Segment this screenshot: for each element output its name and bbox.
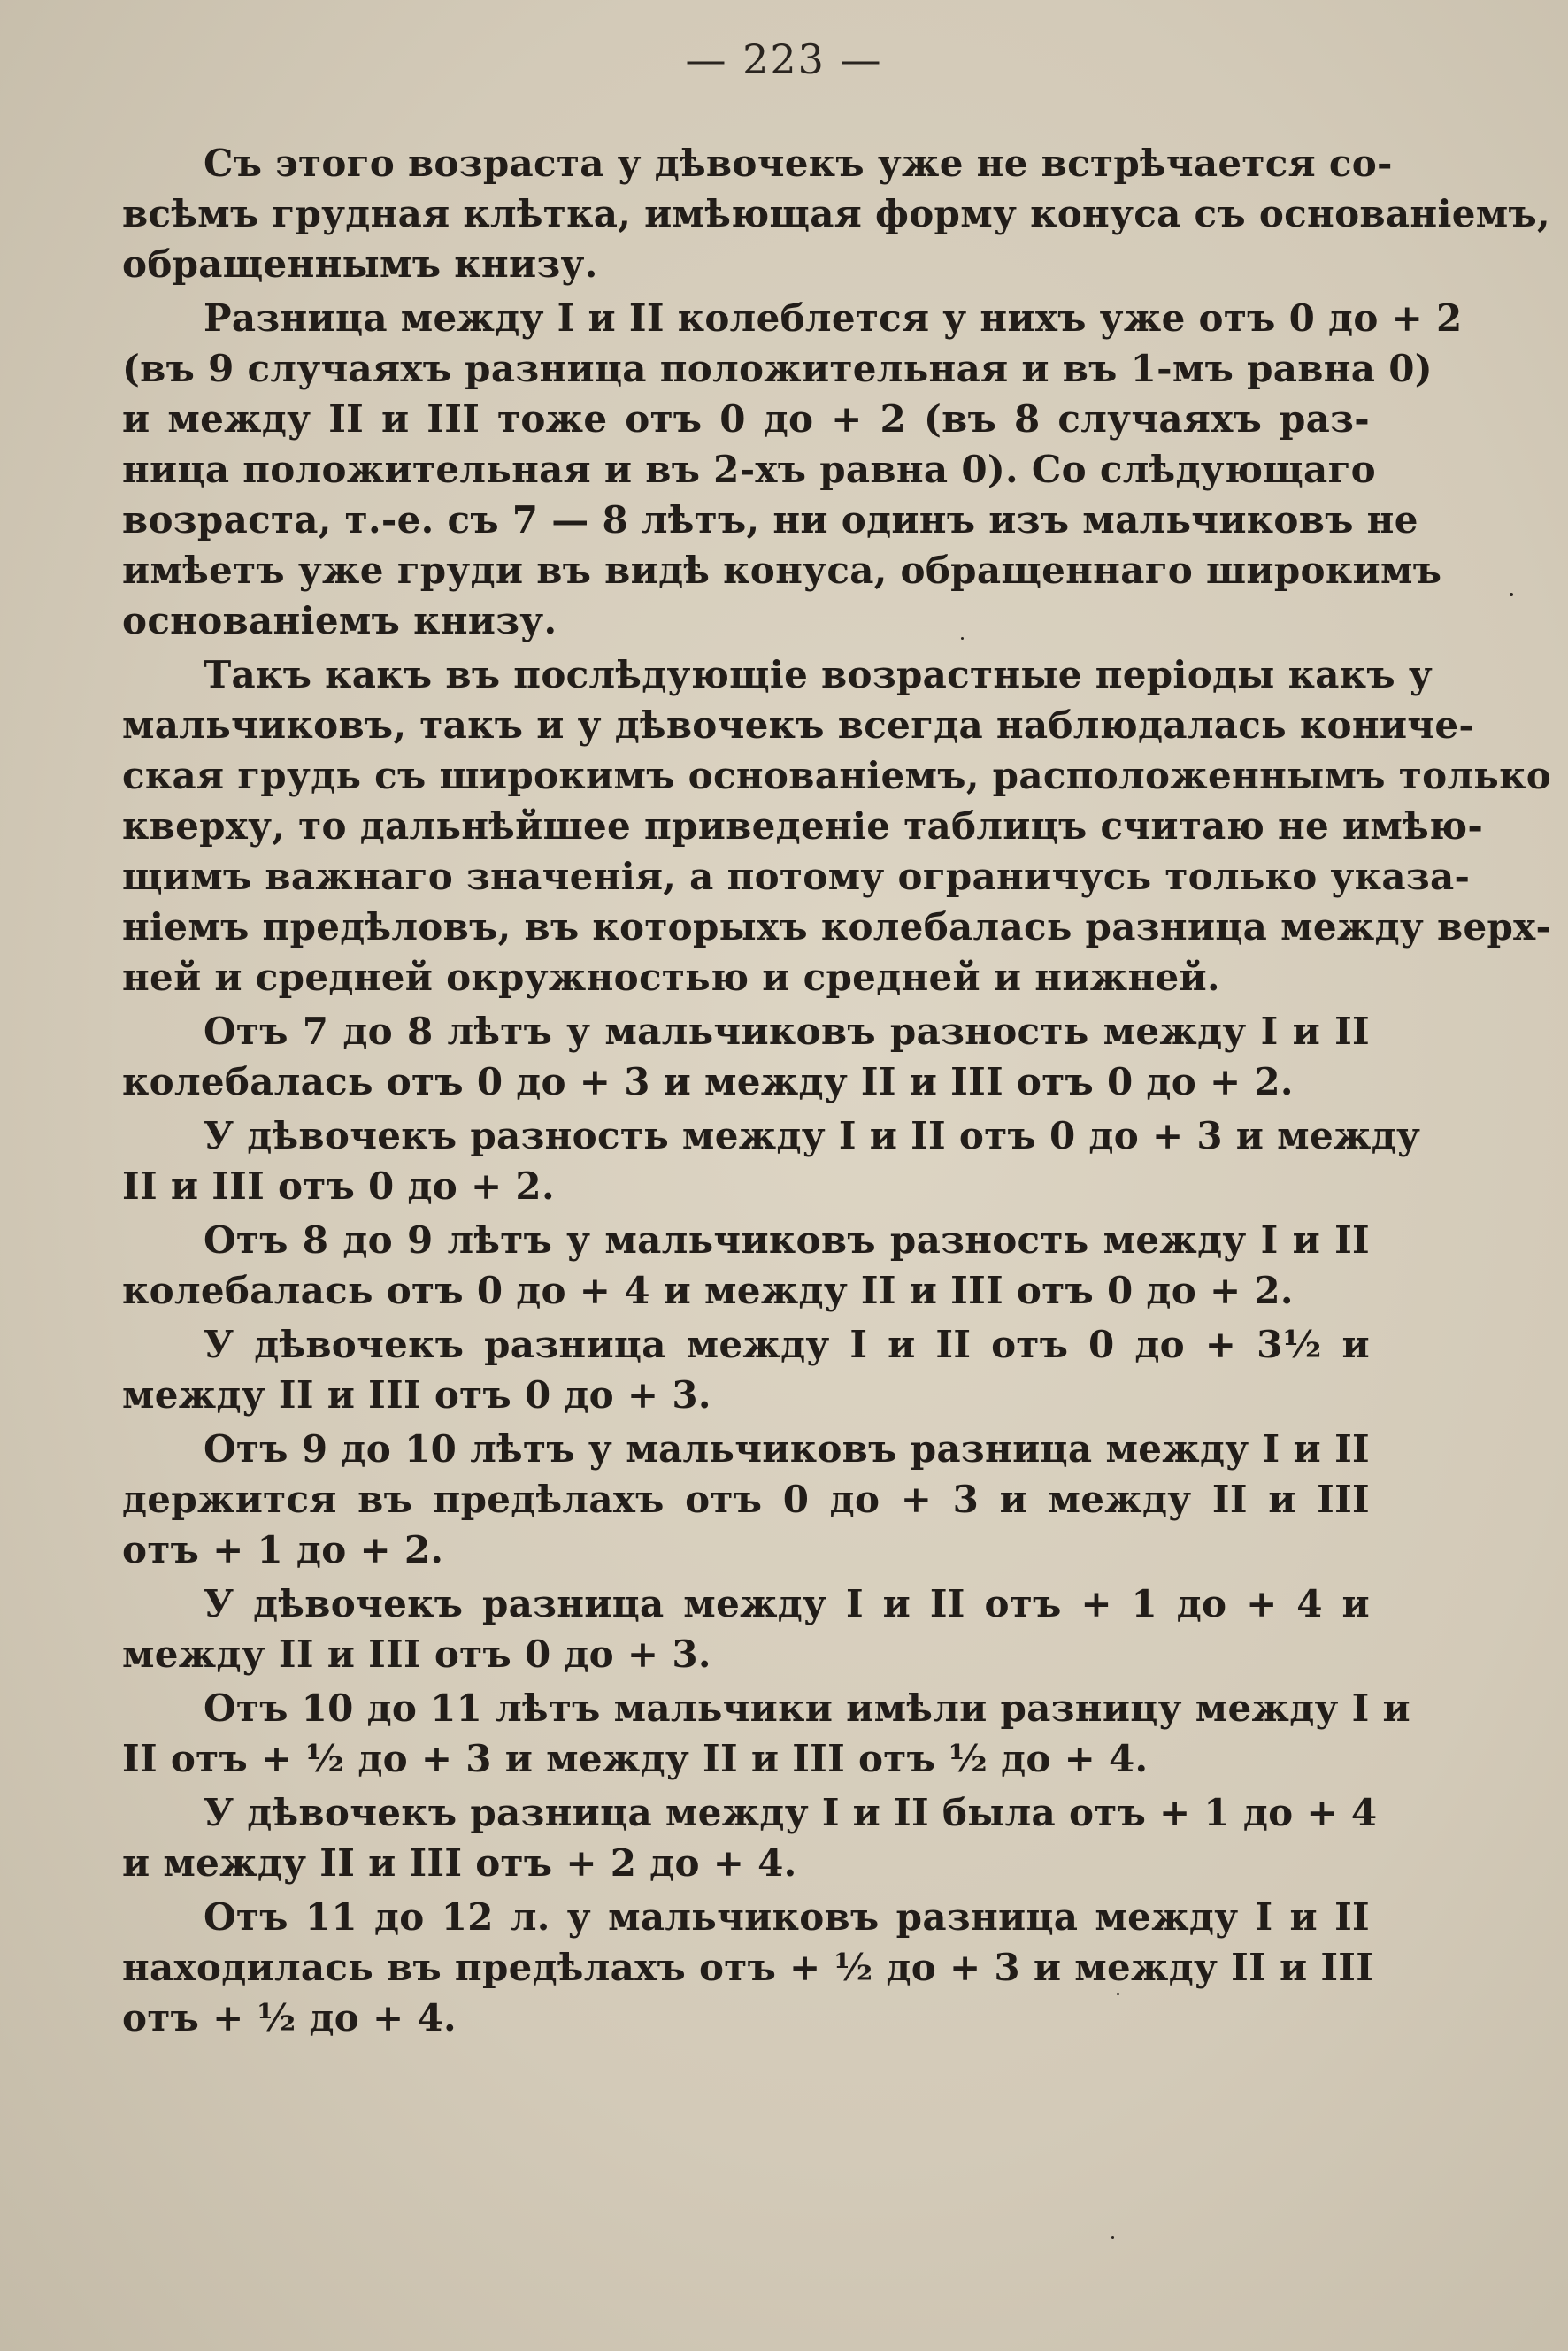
text-line: кверху, то дальнѣйшее приведеніе таблицъ считаю не имѣю- xyxy=(122,804,1484,848)
text-line: У дѣвочекъ разница между I и II была отъ + 1 до + 4 xyxy=(204,1791,1378,1834)
text-line: Отъ 11 до 12 л. у мальчиковъ разница между I и II xyxy=(204,1895,1370,1939)
text-line: отъ + 1 до + 2. xyxy=(122,1528,444,1571)
paragraph xyxy=(122,1110,1421,1210)
text-line: мальчиковъ, такъ и у дѣвочекъ всегда наблюдалась кониче- xyxy=(122,703,1475,747)
text-line: возраста, т.-е. съ 7 — 8 лѣтъ, ни одинъ изъ мальчиковъ не xyxy=(122,498,1418,542)
text-line: и между II и III тоже отъ 0 до + 2 (въ 8 случаяхъ раз- xyxy=(122,397,1370,441)
text-line: всѣмъ грудная клѣтка, имѣющая форму конуса съ основаніемъ, xyxy=(122,192,1550,235)
paragraph xyxy=(122,1005,1370,1106)
paragraph xyxy=(122,1318,1370,1419)
text-line: У дѣвочекъ разница между I и II отъ + 1 до + 4 и xyxy=(204,1582,1370,1625)
text-line: щимъ важнаго значенія, а потому ограничусь только указа- xyxy=(122,855,1471,898)
paragraph xyxy=(122,1578,1370,1679)
text-line: Разница между I и II колеблется у нихъ уже отъ 0 до + 2 xyxy=(204,296,1463,340)
text-line: основаніемъ книзу. xyxy=(122,599,557,642)
text-line: между II и III отъ 0 до + 3. xyxy=(122,1633,711,1676)
ink-speck xyxy=(961,637,964,640)
text-line: держится въ предѣлахъ отъ 0 до + 3 и между II и III xyxy=(122,1478,1370,1521)
text-line: и между II и III отъ + 2 до + 4. xyxy=(122,1841,797,1885)
paragraph xyxy=(122,292,1463,645)
text-line: У дѣвочекъ разница между I и II отъ 0 до + 3½ и xyxy=(204,1323,1370,1366)
text-line: (въ 9 случаяхъ разница положительная и въ 1-мъ равна 0) xyxy=(122,347,1433,390)
text-line: колебалась отъ 0 до + 4 и между II и III отъ 0 до + 2. xyxy=(122,1269,1294,1312)
text-line: Отъ 10 до 11 лѣтъ мальчики имѣли разницу между I и xyxy=(204,1686,1410,1730)
paragraph xyxy=(122,1891,1374,2042)
paragraph xyxy=(122,1682,1410,1783)
paragraph xyxy=(122,137,1550,288)
text-line: ская грудь съ широкимъ основаніемъ, расположеннымъ только xyxy=(122,754,1552,797)
ink-speck xyxy=(1117,1993,1119,1995)
paragraph xyxy=(122,649,1552,1002)
text-line: ней и средней окружностью и средней и нижней. xyxy=(122,956,1220,999)
text-line: обращеннымъ книзу. xyxy=(122,242,598,286)
text-line: У дѣвочекъ разность между I и II отъ 0 до + 3 и между xyxy=(204,1114,1421,1157)
text-line: Отъ 7 до 8 лѣтъ у мальчиковъ разность между I и II xyxy=(204,1010,1370,1053)
text-line: ница положительная и въ 2-хъ равна 0). Со слѣдующаго xyxy=(122,448,1376,491)
text-line: находилась въ предѣлахъ отъ + ½ до + 3 и между II и III xyxy=(122,1946,1374,1989)
text-line: Отъ 8 до 9 лѣтъ у мальчиковъ разность между I и II xyxy=(204,1218,1370,1262)
text-line: отъ + ½ до + 4. xyxy=(122,1996,457,2040)
paragraph xyxy=(122,1786,1378,1887)
ink-speck xyxy=(1510,593,1513,596)
text-line: II отъ + ½ до + 3 и между II и III отъ ½ до + 4. xyxy=(122,1737,1149,1780)
text-line: Такъ какъ въ послѣдующіе возрастные періоды какъ у xyxy=(204,653,1433,696)
text-line: Съ этого возраста у дѣвочекъ уже не встрѣчается со- xyxy=(204,142,1393,185)
ink-speck xyxy=(1111,2236,1114,2239)
text-line: ніемъ предѣловъ, въ которыхъ колебалась разница между верх- xyxy=(122,905,1552,949)
paragraph xyxy=(122,1214,1370,1315)
page-number: — 223 — xyxy=(685,35,883,83)
text-line: II и III отъ 0 до + 2. xyxy=(122,1164,555,1208)
text-line: между II и III отъ 0 до + 3. xyxy=(122,1373,711,1417)
text-line: имѣетъ уже груди въ видѣ конуса, обращеннаго широкимъ xyxy=(122,549,1442,592)
body-text xyxy=(122,137,1552,2046)
paragraph xyxy=(122,1423,1370,1574)
text-line: колебалась отъ 0 до + 3 и между II и III отъ 0 до + 2. xyxy=(122,1060,1294,1103)
text-line: Отъ 9 до 10 лѣтъ у мальчиковъ разница между I и II xyxy=(204,1427,1370,1471)
